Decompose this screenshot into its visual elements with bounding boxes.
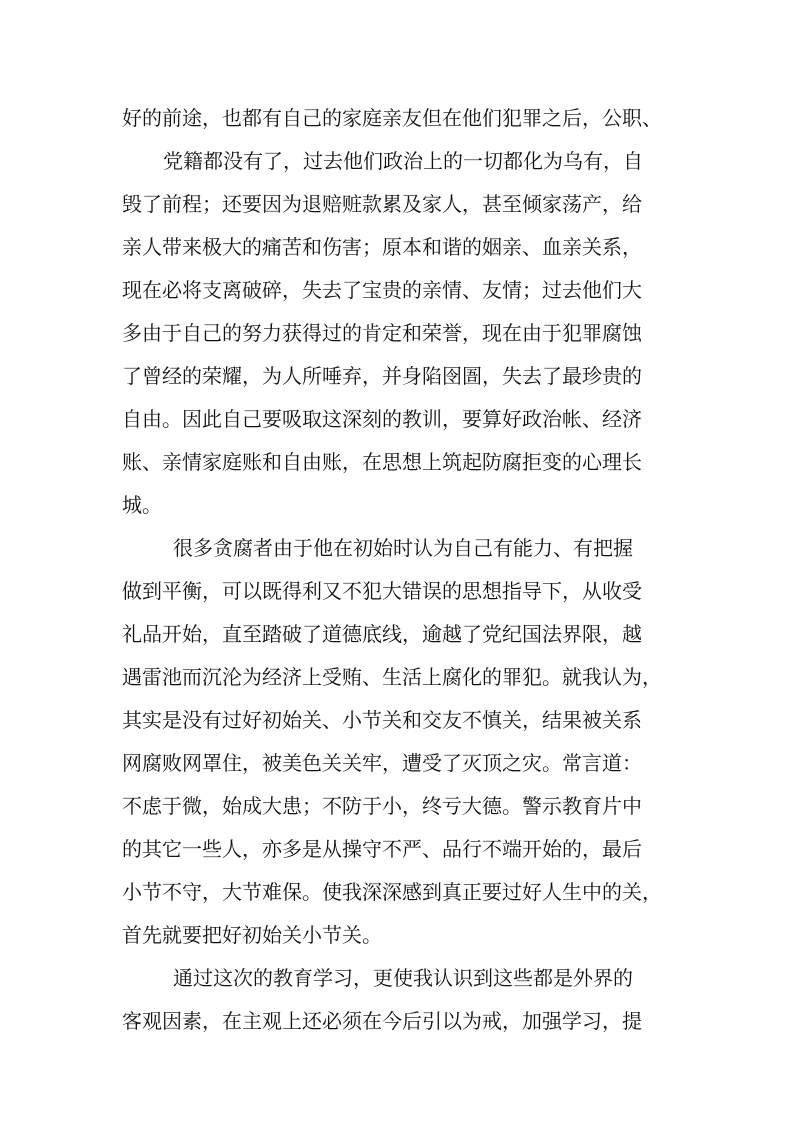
text-line: 多由于自己的努力获得过的肯定和荣誉，现在由于犯罪腐蚀 [122, 321, 642, 345]
text-line: 现在必将支离破碎，失去了宝贵的亲情、友情；过去他们大 [122, 278, 642, 302]
text-line: 好的前途，也都有自己的家庭亲友但在他们犯罪之后，公职、 [122, 106, 662, 130]
text-line: 做到平衡，可以既得利又不犯大错误的思想指导下，从收受 [122, 579, 642, 603]
text-line: 亲人带来极大的痛苦和伤害；原本和谐的姻亲、血亲关系， [122, 235, 642, 259]
text-line: 的其它一些人，亦多是从操守不严、品行不端开始的，最后 [122, 837, 642, 861]
text-line: 小节不守，大节难保。使我深深感到真正要过好人生中的关， [122, 880, 662, 904]
text-line: 毁了前程；还要因为退赔赃款累及家人，甚至倾家荡产，给 [122, 192, 642, 216]
text-line: 礼品开始，直至踏破了道德底线，逾越了党纪国法界限，越 [122, 622, 642, 646]
text-line: 客观因素，在主观上还必须在今后引以为戒，加强学习，提 [122, 1009, 642, 1033]
text-line: 通过这次的教育学习，更使我认识到这些都是外界的 [173, 966, 633, 990]
text-line: 遇雷池而沉沦为经济上受贿、生活上腐化的罪犯。就我认为， [122, 665, 662, 689]
text-line: 了曾经的荣耀，为人所唾弃，并身陷囹圄，失去了最珍贵的 [122, 364, 642, 388]
text-line: 城。 [122, 493, 162, 517]
text-line: 首先就要把好初始关小节关。 [122, 923, 382, 947]
text-line: 很多贪腐者由于他在初始时认为自己有能力、有把握 [173, 536, 633, 560]
text-line: 党籍都没有了，过去他们政治上的一切都化为乌有，自 [163, 149, 643, 173]
text-line: 网腐败网罩住，被美色关关牢，遭受了灭顶之灾。常言道： [122, 751, 642, 775]
text-line: 不虑于微，始成大患；不防于小，终亏大德。警示教育片中 [122, 794, 642, 818]
text-line: 自由。因此自己要吸取这深刻的教训，要算好政治帐、经济 [122, 407, 642, 431]
text-line: 账、亲情家庭账和自由账，在思想上筑起防腐拒变的心理长 [122, 450, 642, 474]
text-line: 其实是没有过好初始关、小节关和交友不慎关，结果被关系 [122, 708, 642, 732]
